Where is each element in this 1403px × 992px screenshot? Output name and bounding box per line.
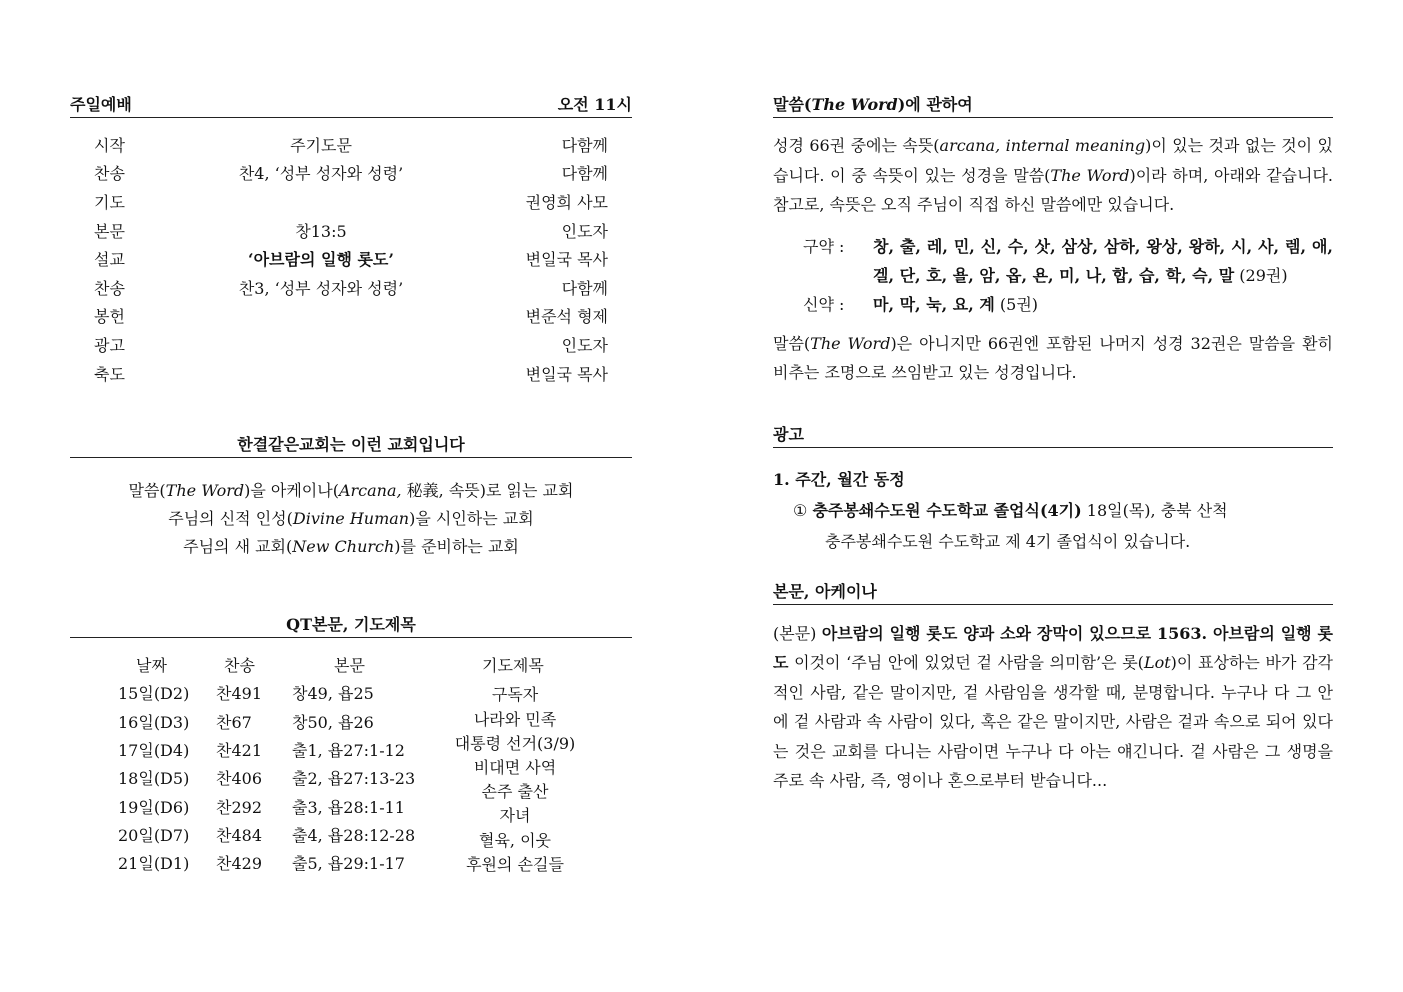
old-testament-row <box>803 232 1333 290</box>
qt-hymn: 찬406 <box>216 769 262 789</box>
qt-date: 16일(D3) <box>118 712 190 732</box>
ot-count: (29권) <box>1234 265 1288 285</box>
ads-content <box>773 464 1333 557</box>
qt-hymn: 찬421 <box>216 740 262 760</box>
ot-books: 창, 출, 레, 민, 신, 수, 삿, 삼상, 삼하, 왕상, 왕하, 시, 사, 렘, 애, 겔, 단, 호, 욜, 암, 옵, 욘, 미, 나, 합, 습, 학, 슥, 말 <box>873 236 1333 285</box>
service-item: 광고 <box>94 335 125 355</box>
right-column <box>773 92 1333 796</box>
service-item: 본문 <box>94 221 125 241</box>
service-item: 축도 <box>94 364 125 384</box>
nt-books: 마, 막, 눅, 요, 계 <box>873 294 995 314</box>
service-row <box>94 302 608 331</box>
qt-prayer: 비대면 사역 <box>473 757 557 777</box>
service-detail: 찬4, ‘성부 성자와 성령’ <box>238 164 404 184</box>
qt-date: 15일(D2) <box>118 684 190 704</box>
ads-title: 광고 <box>773 424 804 444</box>
service-order <box>94 130 608 387</box>
qt-date: 17일(D4) <box>118 740 190 760</box>
service-leader: 권영희 사모 <box>525 192 608 212</box>
qt-date: 19일(D6) <box>118 797 190 817</box>
service-item: 설교 <box>94 250 125 270</box>
qt-prayer: 혈육, 이웃 <box>479 830 551 850</box>
service-row <box>94 187 608 216</box>
qt-prayer: 나라와 민족 <box>473 709 557 729</box>
service-item: 찬송 <box>94 278 125 298</box>
qt-prayer: 자녀 <box>499 806 531 826</box>
service-row <box>94 244 608 273</box>
qt-text: 출3, 욥28:1-11 <box>292 797 405 817</box>
new-testament-row <box>803 290 1333 319</box>
ads-subitem-detail: 충주봉쇄수도원 수도학교 제 4기 졸업식이 있습니다. <box>825 531 1191 551</box>
church-line: 주님의 신적 인성(Divine Human)을 시인하는 교회 <box>168 509 534 529</box>
service-leader: 변일국 목사 <box>525 250 608 270</box>
church-line: 말씀(The Word)을 아케이나(Arcana, 秘義, 속뜻)로 읽는 교회 <box>128 481 574 501</box>
qt-text: 출5, 욥29:1-17 <box>292 854 405 874</box>
ads-item: 1. 주간, 월간 동정 <box>773 469 905 489</box>
service-header <box>70 92 632 118</box>
ads-subitem: ① 충주봉쇄수도원 수도학교 졸업식(4기) 18일(목), 충북 산척 <box>793 500 1228 520</box>
church-statements <box>70 477 632 561</box>
qt-text: 출4, 욥28:12-28 <box>292 825 416 845</box>
service-detail: ‘아브람의 일행 롯도’ <box>248 250 394 270</box>
qt-prayer: 대통령 선거(3/9) <box>454 733 576 753</box>
qt-text: 출1, 욥27:1-12 <box>292 740 405 760</box>
qt-header-text: 본문 <box>334 656 365 676</box>
qt-date: 20일(D7) <box>118 825 190 845</box>
qt-header-hymn: 찬송 <box>224 656 255 676</box>
qt-prayer: 손주 출산 <box>481 782 549 802</box>
service-leader: 다함께 <box>561 278 608 298</box>
word-paragraph-2: 말씀(The Word)은 아니지만 66권엔 포함된 나머지 성경 32권은 말씀을 환히 비추는 조명으로 쓰임받고 있는 성경입니다. <box>773 333 1333 382</box>
qt-table <box>70 653 632 883</box>
qt-hymn: 찬491 <box>216 684 262 704</box>
qt-header-date: 날짜 <box>136 656 167 676</box>
qt-hymn: 찬429 <box>216 854 262 874</box>
left-column <box>70 92 632 883</box>
service-leader: 인도자 <box>561 221 608 241</box>
qt-title: QT본문, 기도제목 <box>286 615 416 635</box>
service-row <box>94 159 608 188</box>
qt-date: 21일(D1) <box>118 854 190 874</box>
ads-header <box>773 422 1333 448</box>
service-row <box>94 216 608 245</box>
ot-label: 구약 : <box>803 236 845 256</box>
service-row <box>94 130 608 159</box>
church-header <box>70 432 632 458</box>
word-title: 말씀(The Word)에 관하여 <box>773 95 973 114</box>
service-leader: 다함께 <box>561 164 608 184</box>
qt-prayer: 후원의 손길들 <box>466 854 564 874</box>
qt-header-prayer: 기도제목 <box>482 656 544 676</box>
word-header <box>773 92 1333 118</box>
service-item: 시작 <box>94 135 125 155</box>
church-title: 한결같은교회는 이런 교회입니다 <box>237 435 465 455</box>
qt-hymn: 찬484 <box>216 825 262 845</box>
arcana-header <box>773 579 1333 605</box>
arcana-paragraph: (본문) 아브람의 일행 롯도 양과 소와 장막이 있으므로 1563. 아브람의 일행 롯도 이것이 ‘주님 안에 있었던 겉 사람을 의미함’은 롯(Lot)이 표상하는 바가 감각적인 사람, 같은 말이지만, 겉 사람임을 생각할 때, 분명합니다. 누구나 다 그 안에 겉 사람과 속 사람이 있다, 혹은 같은 말이지만, 사람은 겉과 속으로 되어 있다는 것은 교회를 다니는 사람이면 누구나 다 아는 얘긴니다. 겉 사람은 그 생명을 주로 속 사람, 즉, 영이나 혼으로부터 받습니다... <box>773 623 1333 790</box>
service-leader: 변준석 형제 <box>525 307 608 327</box>
qt-text: 창50, 욥26 <box>292 712 374 732</box>
service-item: 기도 <box>94 192 125 212</box>
church-line: 주님의 새 교회(New Church)를 준비하는 교회 <box>183 537 519 557</box>
service-row <box>94 359 608 388</box>
service-row <box>94 273 608 302</box>
qt-text: 창49, 욥25 <box>292 684 374 704</box>
service-item: 찬송 <box>94 164 125 184</box>
service-detail: 창13:5 <box>295 221 347 241</box>
qt-date: 18일(D5) <box>118 769 190 789</box>
service-time: 오전 11시 <box>557 95 632 114</box>
service-title: 주일예배 <box>70 95 132 114</box>
service-detail: 찬3, ‘성부 성자와 성령’ <box>238 278 404 298</box>
service-leader: 인도자 <box>561 335 608 355</box>
qt-prayer: 구독자 <box>491 685 539 705</box>
arcana-title: 본문, 아케이나 <box>773 581 877 601</box>
service-leader: 변일국 목사 <box>525 364 608 384</box>
qt-hymn: 찬67 <box>216 712 252 732</box>
service-leader: 다함께 <box>561 135 608 155</box>
book-list <box>803 232 1333 319</box>
qt-text: 출2, 욥27:13-23 <box>292 769 416 789</box>
service-row <box>94 330 608 359</box>
qt-header <box>70 612 632 638</box>
qt-hymn: 찬292 <box>216 797 262 817</box>
service-item: 봉헌 <box>94 307 125 327</box>
service-detail: 주기도문 <box>290 135 352 155</box>
nt-label: 신약 : <box>803 294 845 314</box>
word-paragraph: 성경 66권 중에는 속뜻(arcana, internal meaning)이 있는 것과 없는 것이 있습니다. 이 중 속뜻이 있는 성경을 말씀(The Word)이라 하며, 아래와 같습니다. 참고로, 속뜻은 오직 주님이 직접 하신 말씀에만 있습니다. <box>773 136 1333 214</box>
nt-count: (5권) <box>994 294 1039 314</box>
